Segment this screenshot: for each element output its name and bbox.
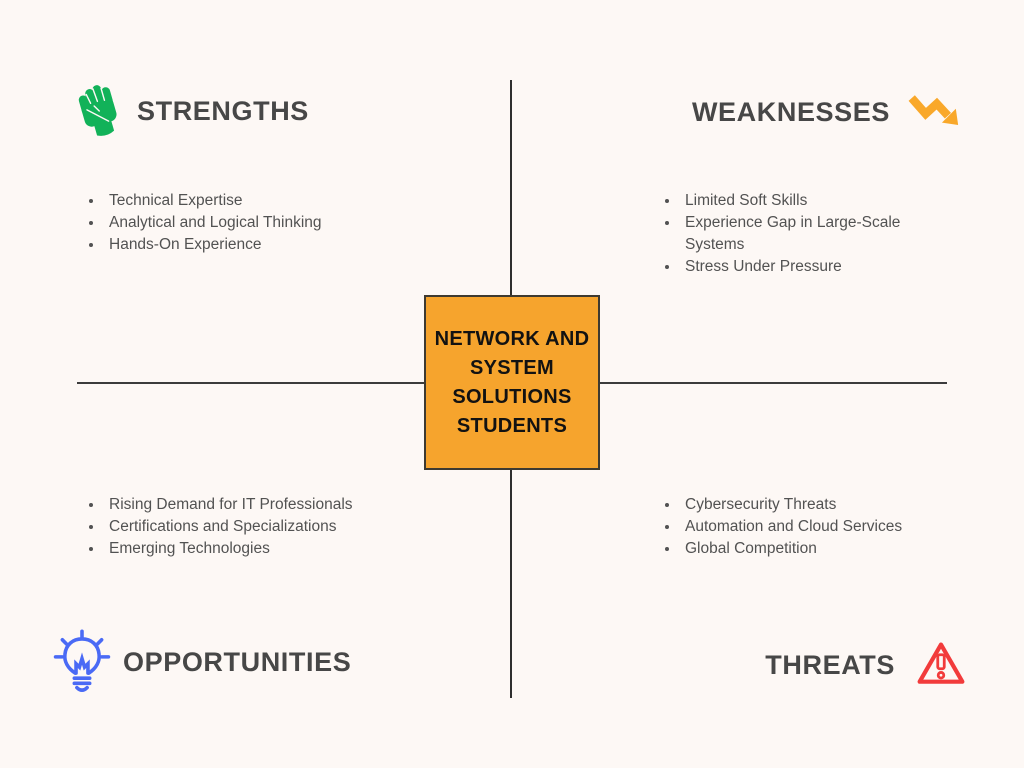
list-item: • Emerging Technologies <box>104 538 416 560</box>
center-box-line: SYSTEM <box>469 356 555 379</box>
list-item: • Rising Demand for IT Professionals <box>104 494 416 516</box>
list-item: • Hands-On Experience <box>104 234 406 256</box>
list-item: • Limited Soft Skills <box>680 190 907 212</box>
weaknesses-title: WEAKNESSES <box>691 96 890 127</box>
list-item: • Technical Expertise <box>104 190 406 212</box>
center-box-line: NETWORK AND <box>434 327 590 350</box>
threats-list <box>662 494 947 560</box>
list-item: • Analytical and Logical Thinking <box>104 212 406 234</box>
list-item: • Stress Under Pressure <box>680 256 907 278</box>
opportunities-list <box>86 494 416 560</box>
list-item: • Experience Gap in Large-Scale Systems <box>680 212 907 256</box>
strengths-title: STRENGTHS <box>137 95 309 126</box>
opportunities-title: OPPORTUNITIES <box>123 646 352 677</box>
strengths-header <box>76 82 309 140</box>
list-item: • Automation and Cloud Services <box>680 516 947 538</box>
threats-title: THREATS <box>765 649 895 680</box>
list-item: • Cybersecurity Threats <box>680 494 947 516</box>
list-item: • Global Competition <box>680 538 947 560</box>
center-box-line: SOLUTIONS <box>452 385 572 408</box>
center-box <box>424 295 600 470</box>
lightbulb-icon <box>53 627 111 697</box>
center-box-line: STUDENTS <box>456 414 568 437</box>
threats-header <box>765 636 967 694</box>
warning-icon <box>915 639 967 691</box>
opportunities-header <box>53 624 351 700</box>
weaknesses-header <box>692 88 960 136</box>
strengths-list <box>86 190 406 256</box>
weaknesses-list <box>662 190 907 278</box>
list-item: • Certifications and Specializations <box>104 516 416 538</box>
fist-icon <box>76 83 122 139</box>
trend-down-icon <box>908 92 960 132</box>
